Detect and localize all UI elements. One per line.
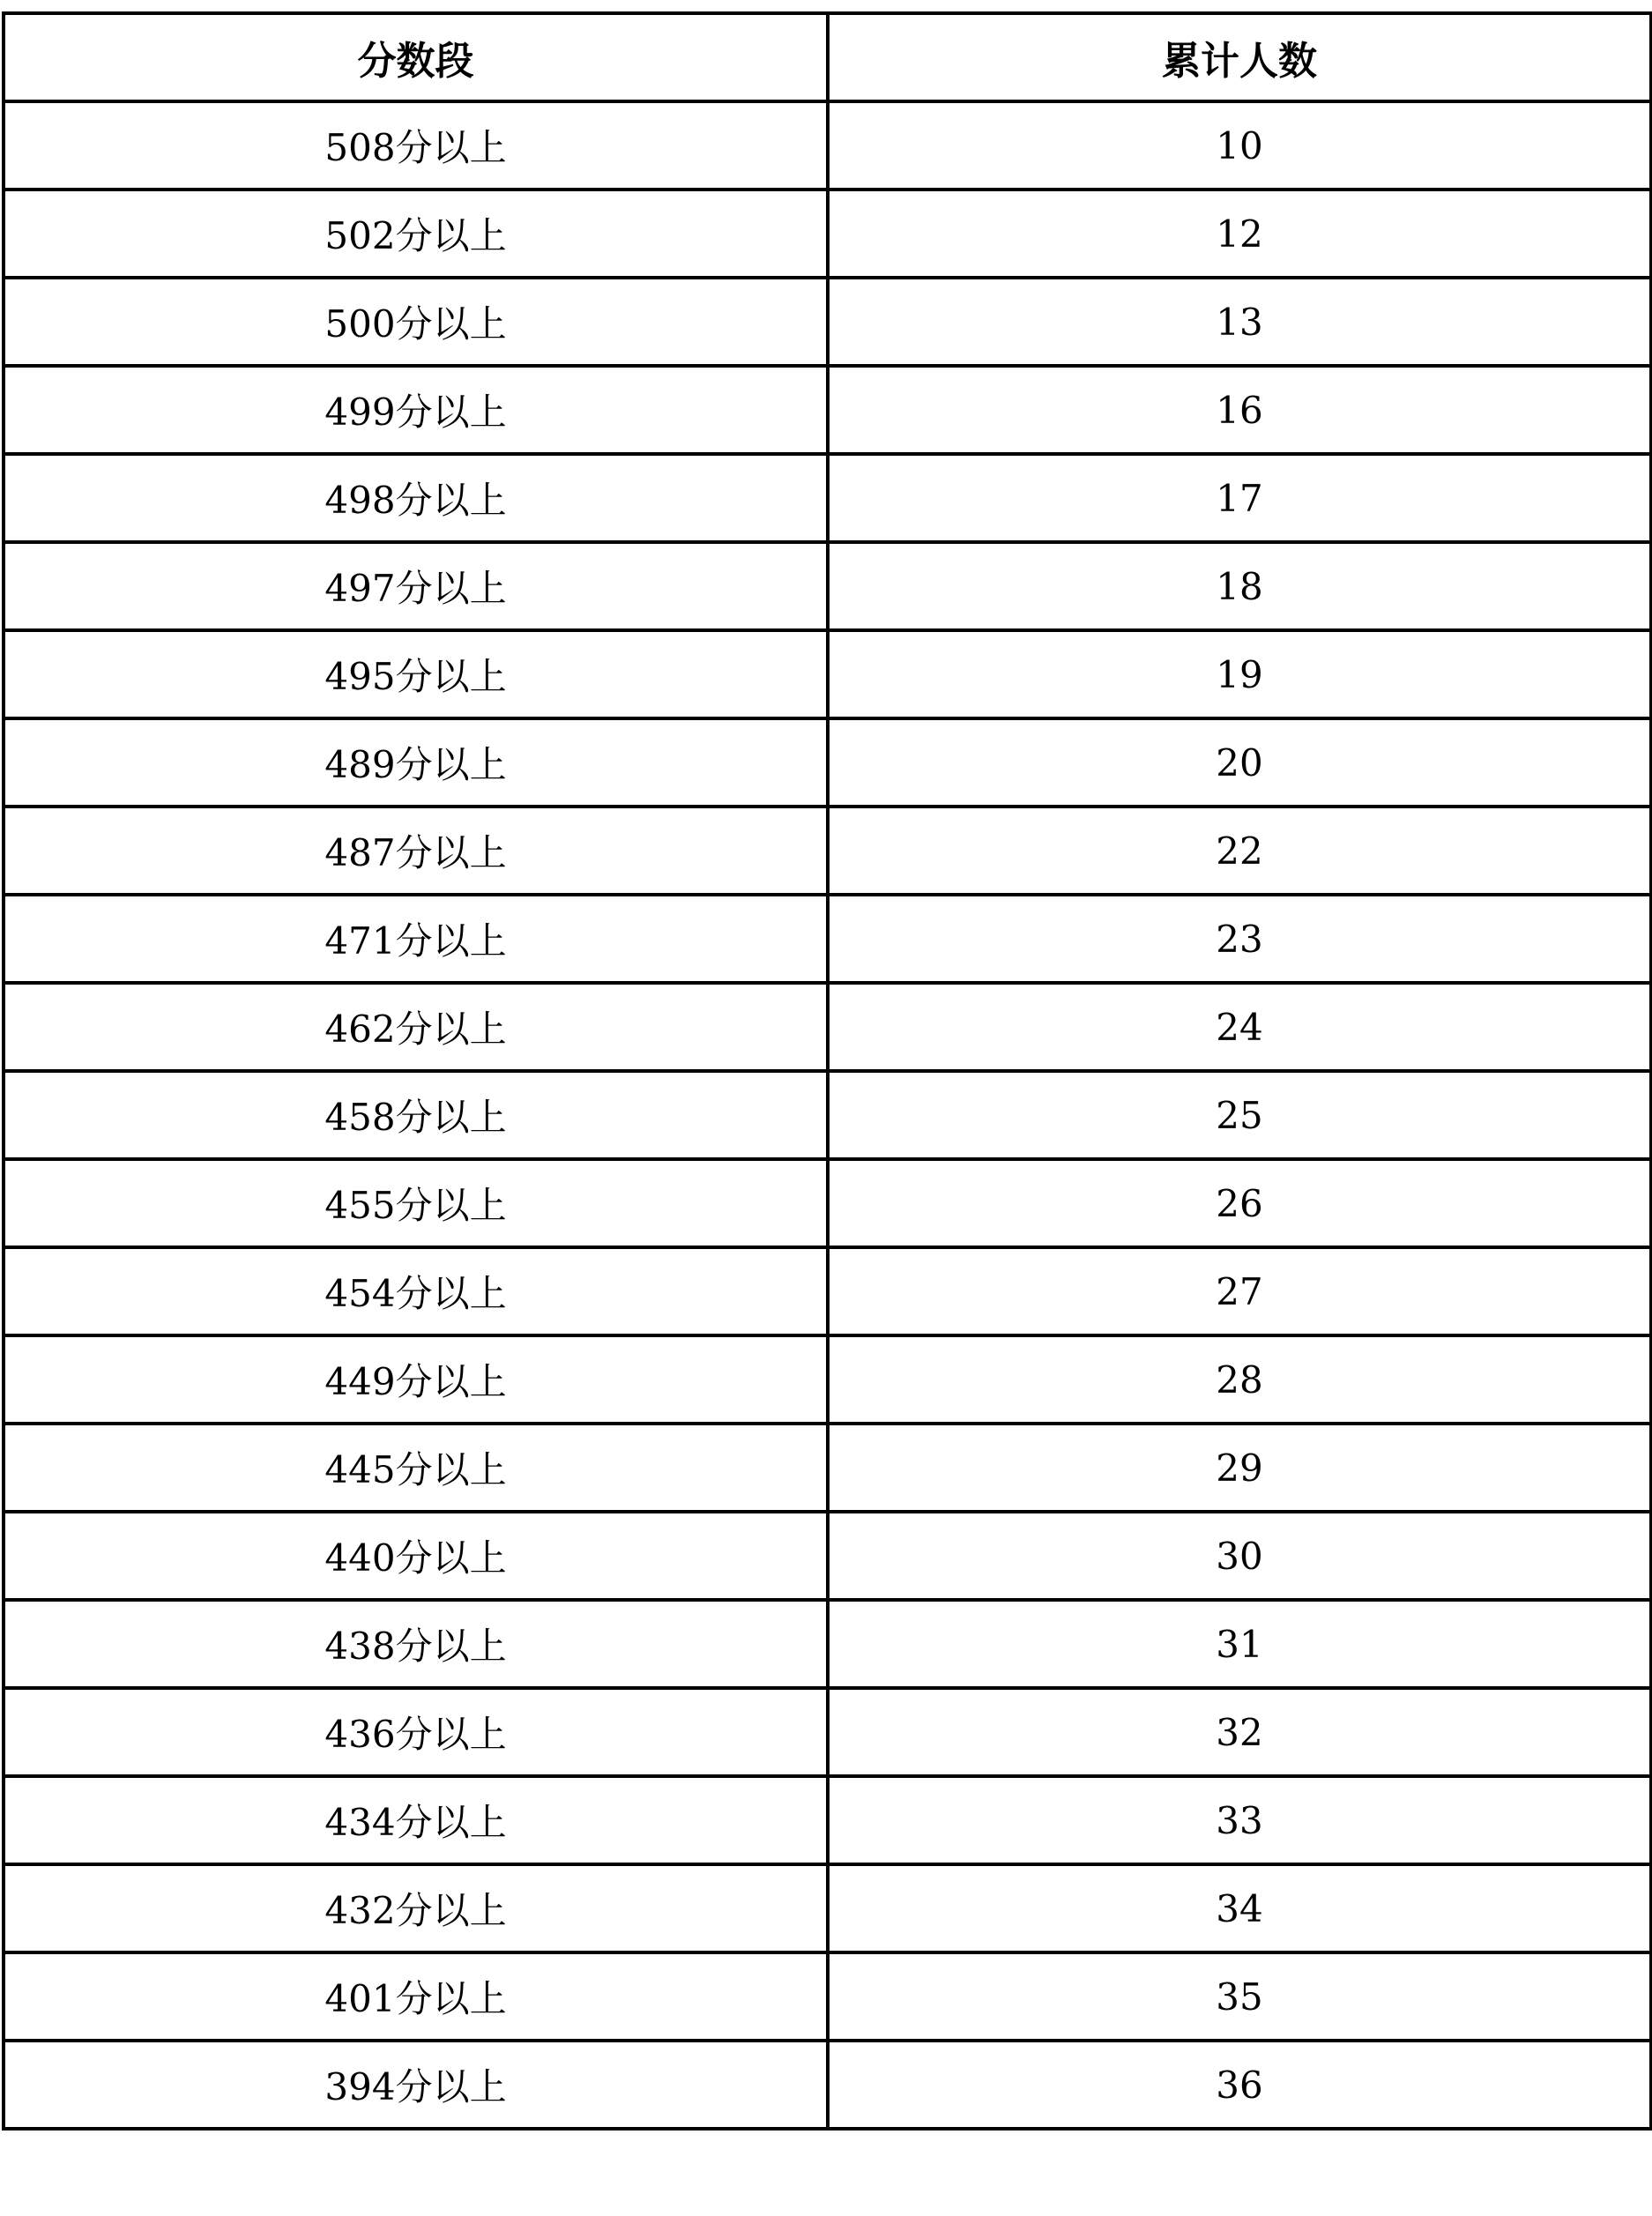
score-range-cell: 487分以上 [4,807,828,895]
table-row [4,101,1651,190]
table-row [4,983,1651,1071]
header-score-range: 分数段 [4,13,828,101]
table-row [4,2041,1651,2129]
cumulative-count-cell: 10 [828,101,1651,190]
table-row [4,1776,1651,1864]
cumulative-count-cell: 24 [828,983,1651,1071]
score-range-cell: 497分以上 [4,542,828,630]
score-range-cell: 455分以上 [4,1159,828,1247]
score-range-cell: 500分以上 [4,278,828,366]
cumulative-count-cell: 30 [828,1512,1651,1600]
cumulative-count-cell: 27 [828,1247,1651,1335]
score-range-cell: 434分以上 [4,1776,828,1864]
cumulative-count-cell: 32 [828,1688,1651,1776]
cumulative-count-cell: 22 [828,807,1651,895]
cumulative-count-cell: 12 [828,190,1651,278]
cumulative-count-cell: 16 [828,366,1651,454]
score-range-cell: 454分以上 [4,1247,828,1335]
cumulative-count-cell: 17 [828,454,1651,542]
score-range-cell: 436分以上 [4,1688,828,1776]
table-row [4,1688,1651,1776]
cumulative-count-cell: 34 [828,1864,1651,1952]
table-row [4,807,1651,895]
table-body [4,101,1651,2129]
cumulative-count-cell: 23 [828,895,1651,983]
table-row [4,1600,1651,1688]
score-range-cell: 440分以上 [4,1512,828,1600]
cumulative-count-cell: 35 [828,1952,1651,2041]
score-range-cell: 438分以上 [4,1600,828,1688]
cumulative-count-cell: 26 [828,1159,1651,1247]
table-row [4,1159,1651,1247]
score-range-cell: 432分以上 [4,1864,828,1952]
table-row [4,1424,1651,1512]
score-range-cell: 499分以上 [4,366,828,454]
table-row [4,454,1651,542]
table-header [4,13,1651,101]
cumulative-count-cell: 31 [828,1600,1651,1688]
cumulative-count-cell: 25 [828,1071,1651,1159]
cumulative-count-cell: 33 [828,1776,1651,1864]
table-row [4,1247,1651,1335]
table-row [4,630,1651,718]
table-row [4,1335,1651,1424]
table-row [4,718,1651,807]
table-row [4,1952,1651,2041]
cumulative-count-cell: 36 [828,2041,1651,2129]
table-row [4,278,1651,366]
table-row [4,1071,1651,1159]
score-range-cell: 445分以上 [4,1424,828,1512]
table-row [4,366,1651,454]
score-range-cell: 471分以上 [4,895,828,983]
table-row [4,190,1651,278]
score-range-cell: 449分以上 [4,1335,828,1424]
score-range-cell: 498分以上 [4,454,828,542]
cumulative-count-cell: 20 [828,718,1651,807]
table-row [4,895,1651,983]
score-range-cell: 401分以上 [4,1952,828,2041]
header-cumulative-count: 累计人数 [828,13,1651,101]
score-range-cell: 458分以上 [4,1071,828,1159]
table-row [4,1512,1651,1600]
score-range-cell: 489分以上 [4,718,828,807]
score-distribution-table [2,11,1652,2130]
cumulative-count-cell: 13 [828,278,1651,366]
score-range-cell: 502分以上 [4,190,828,278]
table-row [4,1864,1651,1952]
header-row [4,13,1651,101]
score-range-cell: 495分以上 [4,630,828,718]
cumulative-count-cell: 28 [828,1335,1651,1424]
score-range-cell: 508分以上 [4,101,828,190]
cumulative-count-cell: 29 [828,1424,1651,1512]
score-range-cell: 394分以上 [4,2041,828,2129]
table-row [4,542,1651,630]
cumulative-count-cell: 18 [828,542,1651,630]
cumulative-count-cell: 19 [828,630,1651,718]
score-range-cell: 462分以上 [4,983,828,1071]
